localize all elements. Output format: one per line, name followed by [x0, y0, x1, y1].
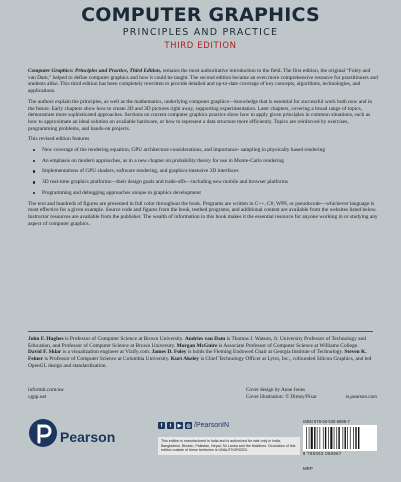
barcode-bar — [323, 427, 324, 449]
intro-paragraph — [28, 68, 378, 95]
barcode-bar — [336, 427, 337, 449]
barcode-bar — [309, 427, 310, 449]
book-title: COMPUTER GRAPHICS — [81, 4, 320, 26]
intro-lead: Computer Graphics: Principles and Practice, Third Edition, — [28, 68, 162, 74]
isbn-barcode — [303, 425, 377, 451]
description-text — [28, 68, 378, 231]
barcode-bar — [325, 427, 326, 449]
barcode-digits: 9 789353 068967 — [303, 451, 342, 456]
website-link[interactable]: cgpp.net — [28, 393, 47, 400]
cover-design-credit: Cover design by Anne Jones — [246, 387, 306, 393]
cover-illustration-credit: Cover illustration: © Dimey/Pixar — [246, 393, 317, 400]
author-name: Kurt Akeley — [170, 356, 200, 363]
principles-paragraph: The authors explain the principles, as well as the mathematics, underlying computer graphics—knowledge that is essential for successful work both now and in the future. Early chapters show how to create 2D and 3D pictures right away, supporting experimentation. Later chapters, covering a broad range of topics, demonstrate more sophisticated approaches. Sections on current computer graphics practice show how to apply given principles in common situations, such as how to approximate an ideal solution on available hardware, or how to represent a data structure more efficiently. Topics are reinforced by exercises, programming problems, and hands-on projects. — [28, 98, 373, 132]
author-name: Steven K. Feiner — [28, 349, 367, 363]
feature-item: An emphasis on modern approaches, as in a new chapter on probability theory for use in Monte-Carlo rendering — [42, 158, 378, 165]
barcode-block — [303, 394, 377, 456]
barcode-bar — [350, 427, 351, 449]
barcode-bar — [343, 427, 344, 449]
features-intro: This revised edition features — [28, 136, 90, 143]
instagram-icon[interactable]: ◎ — [186, 422, 191, 429]
author-bio: is Chief Technology Officer at Lytro, Inc., cofounded Silicon Graphics, and led OpenGL design and standardization. — [28, 356, 372, 369]
barcode-bar — [328, 427, 329, 449]
feature-item: Implementations of GPU shaders, software rendering, and graphics-intensive 3D interfaces — [42, 168, 378, 175]
twitter-icon[interactable]: t — [167, 422, 174, 429]
author-name: David F. Sklar — [28, 349, 62, 356]
intro-body: remains the most authoritative introduction to the field. The first edition, the original “Foley and van Dam,” helped to define computer graphics and how it could be taught. The second edition became an even more comprehensive resource for practitioners and students alike. This third edition has been completely rewritten to provide detailed and up-to-date coverage of key concepts, algorithms, technologies, and applications. — [28, 68, 378, 95]
author-bio: is Associate Professor of Computer Science at Williams College. — [217, 342, 359, 349]
territory-notice: This edition is manufactured in India and is authorized for sale only in India, Bangladesh, Bhutan, Pakistan, Nepal, Sri Lanka and the Maldives. Circulation of this edition outside of these territories is UNAUTHORIZED. — [158, 437, 300, 455]
feature-item: New coverage of the rendering equation, GPU architecture considerations, and importance- sampling in physically based rendering — [42, 147, 378, 154]
book-subtitle: PRINCIPLES AND PRACTICE — [122, 27, 279, 38]
publisher-name: Pearson — [60, 429, 116, 445]
youtube-icon[interactable]: ▶ — [177, 422, 182, 429]
website-link[interactable]: informit.com/aw — [28, 387, 65, 393]
feature-item: Programming and debugging approaches unique to graphics development — [42, 190, 378, 197]
barcode-bar — [347, 427, 348, 449]
barcode-bar — [330, 427, 332, 449]
cover-header — [0, 4, 401, 52]
section-divider — [28, 331, 373, 332]
social-handle[interactable]: /PearsonIN — [194, 422, 230, 429]
barcode-bar — [311, 427, 313, 449]
barcode-bar — [306, 427, 307, 449]
feature-item: 3D real-time graphics platforms—their design goals and trade-offs—including new mobile and browser platforms — [42, 179, 378, 186]
barcode-bar — [338, 427, 339, 449]
author-name: Morgan McGuire — [176, 342, 218, 349]
author-name: John F. Hughes — [28, 336, 64, 342]
author-bio: is a visualization engineer at Vizify.com. — [61, 349, 152, 356]
barcode-bar — [355, 427, 356, 449]
barcode-bar — [353, 427, 354, 449]
author-bio: is Thomas J. Watson, Jr. University Professor of Technology and Education, and Professor of Computer Science at Brown University. — [28, 336, 366, 349]
pearson-logo-icon — [28, 418, 58, 448]
author-bio: is holds the Fleming Endowed Chair at Georgia Institute of Technology. — [186, 349, 345, 356]
barcode-bar — [317, 427, 318, 449]
barcode-bar — [314, 427, 315, 449]
author-name: James D. Foley — [151, 349, 187, 356]
color-figures-paragraph: The text and hundreds of figures are presented in full color throughout the book. Programs are written in C++, C#, WPF, or pseudocode—whichever language is most effective for a given example. Source code and figures from the book, testbed programs, and additional content are available from the websites listed below. Instructor resources are available from the publisher. The wealth of information in this book makes it the essential resource for anyone working in or studying any aspect of computer graphics. — [28, 200, 378, 227]
barcode-bar — [345, 427, 346, 449]
author-bio: is Professor of Computer Science at Columbia University. — [42, 356, 171, 363]
author-bios — [28, 336, 373, 370]
barcode-bar — [358, 427, 359, 449]
author-name: Andries van Dam — [184, 336, 226, 342]
publisher-website[interactable]: in.pearson.com — [345, 394, 377, 399]
website-links — [28, 387, 64, 400]
barcode-bar — [334, 427, 335, 449]
author-bio: is Professor of Computer Science at Brown University. — [63, 336, 185, 342]
features-list — [28, 147, 378, 197]
edition-label: THIRD EDITION — [164, 41, 237, 51]
isbn-label: ISBN 978-93-530-6896-7 — [303, 419, 350, 424]
facebook-icon[interactable]: f — [158, 422, 165, 429]
mrp-label: MRP — [303, 466, 313, 471]
social-links — [158, 422, 229, 429]
barcode-bar — [320, 427, 321, 449]
